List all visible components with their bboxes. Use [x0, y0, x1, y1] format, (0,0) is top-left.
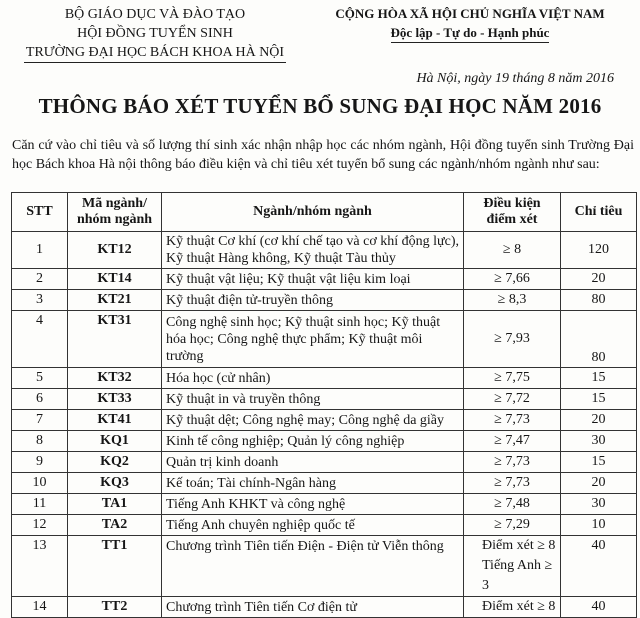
row-stt: 2 — [12, 269, 68, 290]
row-quota: 40 — [561, 597, 637, 618]
table-row — [12, 473, 637, 494]
table-row — [12, 232, 637, 269]
row-stt: 12 — [12, 515, 68, 536]
row-code: TT1 — [68, 536, 162, 597]
row-name: Kế toán; Tài chính-Ngân hàng — [162, 473, 464, 494]
row-name: Kỹ thuật vật liệu; Kỹ thuật vật liệu kim loại — [162, 269, 464, 290]
intro-paragraph: Căn cứ vào chỉ tiêu và số lượng thí sinh xác nhận nhập học các nhóm ngành, Hội đồng tuyển sinh Trường Đại học Bách khoa Hà nội thông báo điều kiện và chỉ tiêu xét tuyển bổ sung các ngành/nhóm ngành như sau: — [12, 138, 634, 172]
row-quota: 40 — [561, 536, 637, 597]
row-code: TA1 — [68, 494, 162, 515]
admission-table — [11, 192, 637, 618]
row-condition: ≥ 7,72 — [464, 389, 561, 410]
row-quota: 20 — [561, 269, 637, 290]
row-name: Chương trình Tiên tiến Cơ điện tử — [162, 597, 464, 618]
row-stt: 4 — [12, 311, 68, 368]
row-code: KT12 — [68, 232, 162, 269]
national-header — [305, 4, 635, 43]
row-quota: 30 — [561, 494, 637, 515]
row-stt: 9 — [12, 452, 68, 473]
row-stt: 14 — [12, 597, 68, 618]
row-code: TT2 — [68, 597, 162, 618]
row-condition: ≥ 7,29 — [464, 515, 561, 536]
row-condition: ≥ 7,93 — [464, 311, 561, 368]
row-quota: 15 — [561, 452, 637, 473]
row-condition — [464, 536, 561, 597]
condition-english: Tiếng Anh ≥ 3 — [482, 558, 553, 593]
national-title: CỘNG HÒA XÃ HỘI CHỦ NGHĨA VIỆT NAM — [335, 6, 605, 21]
table-row — [12, 536, 637, 597]
row-name: Kỹ thuật điện tử-truyền thông — [162, 290, 464, 311]
header-stt: STT — [12, 193, 68, 232]
row-stt: 13 — [12, 536, 68, 597]
row-name: Quản trị kinh doanh — [162, 452, 464, 473]
row-name: Hóa học (cử nhân) — [162, 368, 464, 389]
table-row — [12, 597, 637, 618]
national-motto: Độc lập - Tự do - Hạnh phúc — [391, 23, 550, 43]
row-name: Tiếng Anh KHKT và công nghệ — [162, 494, 464, 515]
row-condition: ≥ 7,48 — [464, 494, 561, 515]
table-row — [12, 410, 637, 431]
row-stt: 8 — [12, 431, 68, 452]
table-row — [12, 389, 637, 410]
condition-score: Điểm xét ≥ 8 — [482, 538, 556, 553]
header-name: Ngành/nhóm ngành — [162, 193, 464, 232]
row-stt: 3 — [12, 290, 68, 311]
row-quota: 20 — [561, 410, 637, 431]
row-stt: 7 — [12, 410, 68, 431]
row-code: KQ2 — [68, 452, 162, 473]
row-code: KQ1 — [68, 431, 162, 452]
row-code: KT21 — [68, 290, 162, 311]
row-condition: ≥ 7,75 — [464, 368, 561, 389]
issuer-block — [10, 5, 300, 63]
row-quota: 15 — [561, 389, 637, 410]
table-row — [12, 269, 637, 290]
row-stt: 10 — [12, 473, 68, 494]
row-condition: ≥ 8 — [464, 232, 561, 269]
row-quota: 30 — [561, 431, 637, 452]
row-stt: 1 — [12, 232, 68, 269]
row-code: KT41 — [68, 410, 162, 431]
row-name: Công nghệ sinh học; Kỹ thuật sinh học; Kỹ thuật hóa học; Công nghệ thực phẩm; Kỹ thuật môi trường — [162, 311, 464, 368]
row-name: Kỹ thuật dệt; Công nghệ may; Công nghệ da giầy — [162, 410, 464, 431]
council-name: HỘI ĐỒNG TUYỂN SINH — [77, 26, 233, 41]
row-quota: 80 — [561, 290, 637, 311]
table-row — [12, 311, 637, 368]
row-code: KT33 — [68, 389, 162, 410]
table-row — [12, 494, 637, 515]
table-row — [12, 290, 637, 311]
table-row — [12, 431, 637, 452]
row-condition: ≥ 7,66 — [464, 269, 561, 290]
table-header-row — [12, 193, 637, 232]
row-quota: 20 — [561, 473, 637, 494]
row-name: Kỹ thuật in và truyền thông — [162, 389, 464, 410]
row-name: Chương trình Tiên tiến Điện - Điện tử Viễn thông — [162, 536, 464, 597]
row-condition: ≥ 7,73 — [464, 473, 561, 494]
row-condition: ≥ 8,3 — [464, 290, 561, 311]
header-code: Mã ngành/ nhóm ngành — [68, 193, 162, 232]
row-code: KT14 — [68, 269, 162, 290]
row-quota: 120 — [561, 232, 637, 269]
header-condition: Điều kiện điểm xét — [464, 193, 561, 232]
row-condition: Điểm xét ≥ 8 — [464, 597, 561, 618]
row-code: KQ3 — [68, 473, 162, 494]
row-condition: ≥ 7,73 — [464, 452, 561, 473]
row-stt: 11 — [12, 494, 68, 515]
table-row — [12, 515, 637, 536]
row-name: Kỹ thuật Cơ khí (cơ khí chế tạo và cơ khí động lực), Kỹ thuật Hàng không, Kỹ thuật Tàu thủy — [162, 232, 464, 269]
row-quota: 15 — [561, 368, 637, 389]
row-condition: ≥ 7,73 — [464, 410, 561, 431]
header-quota: Chỉ tiêu — [561, 193, 637, 232]
row-stt: 6 — [12, 389, 68, 410]
row-code: KT32 — [68, 368, 162, 389]
row-code: KT31 — [68, 311, 162, 368]
document-date: Hà Nội, ngày 19 tháng 8 năm 2016 — [416, 71, 614, 86]
row-code: TA2 — [68, 515, 162, 536]
row-quota: 10 — [561, 515, 637, 536]
table-row — [12, 368, 637, 389]
row-stt: 5 — [12, 368, 68, 389]
university-name: TRƯỜNG ĐẠI HỌC BÁCH KHOA HÀ NỘI — [24, 43, 286, 63]
row-name: Kinh tế công nghiệp; Quản lý công nghiệp — [162, 431, 464, 452]
ministry-name: BỘ GIÁO DỤC VÀ ĐÀO TẠO — [64, 7, 246, 22]
document-title: THÔNG BÁO XÉT TUYỂN BỔ SUNG ĐẠI HỌC NĂM 2016 — [38, 94, 602, 118]
table-row — [12, 452, 637, 473]
row-condition: ≥ 7,47 — [464, 431, 561, 452]
row-name: Tiếng Anh chuyên nghiệp quốc tế — [162, 515, 464, 536]
row-quota: 80 — [561, 311, 637, 368]
